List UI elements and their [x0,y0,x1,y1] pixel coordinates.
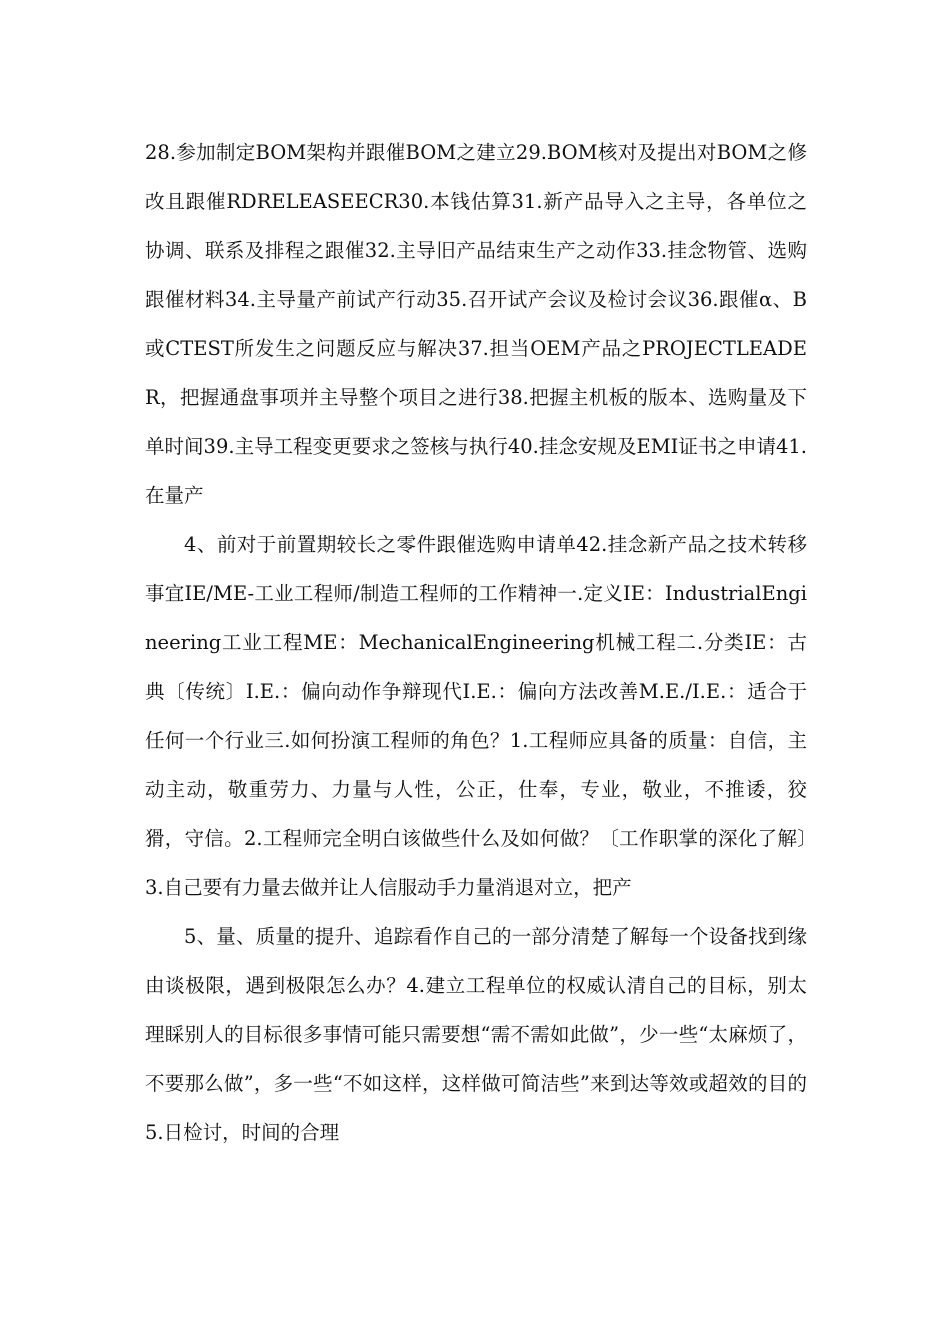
paragraph-1: 28.参加制定BOM架构并跟催BOM之建立29.BOM核对及提出对BOM之修改且跟催RDRELEASEECR30.本钱估算31.新产品导入之主导，各单位之协调、联系及排程之跟催32.主导旧产品结束生产之动作33.挂念物管、选购跟催材料34.主导量产前试产行动35.召开试产会议及检讨会议36.跟催α、Β或CTEST所发生之问题反应与解决37.担当OEM产品之PROJECTLEADER，把握通盘事项并主导整个项目之进行38.把握主机板的版本、选购量及下单时间39.主导工程变更要求之签核与执行40.挂念安规及EMI证书之申请41.在量产 [145,141,807,507]
paragraph-2: 4、前对于前置期较长之零件跟催选购申请单42.挂念新产品之技术转移事宜IE/ME-工业工程师/制造工程师的工作精神一.定义IE：IndustrialEngineering工业工程ME：MechanicalEngineering机械工程二.分类IE：古典〔传统〕I.E.：偏向动作争辩现代I.E.：偏向方法改善M.E./I.E.：适合于任何一个行业三.如何扮演工程师的角色？1.工程师应具备的质量：自信，主动主动，敬重劳力、力量与人性，公正，仕奉，专业，敬业，不推诿，狡猾，守信。2.工程师完全明白该做些什么及如何做？〔工作职掌的深化了解〕3.自己要有力量去做并让人信服动手力量消退对立，把产 [145,533,807,899]
paragraph-3: 5、量、质量的提升、追踪看作自己的一部分清楚了解每一个设备找到缘由谈极限，遇到极限怎么办？4.建立工程单位的权威认清自己的目标，别太理睬别人的目标很多事情可能只需要想“需不需如此做”，少一些“太麻烦了，不要那么做”，多一些“不如这样，这样做可简洁些”来到达等效或超效的目的5.日检讨，时间的合理 [145,925,807,1144]
document-page [145,128,807,1157]
